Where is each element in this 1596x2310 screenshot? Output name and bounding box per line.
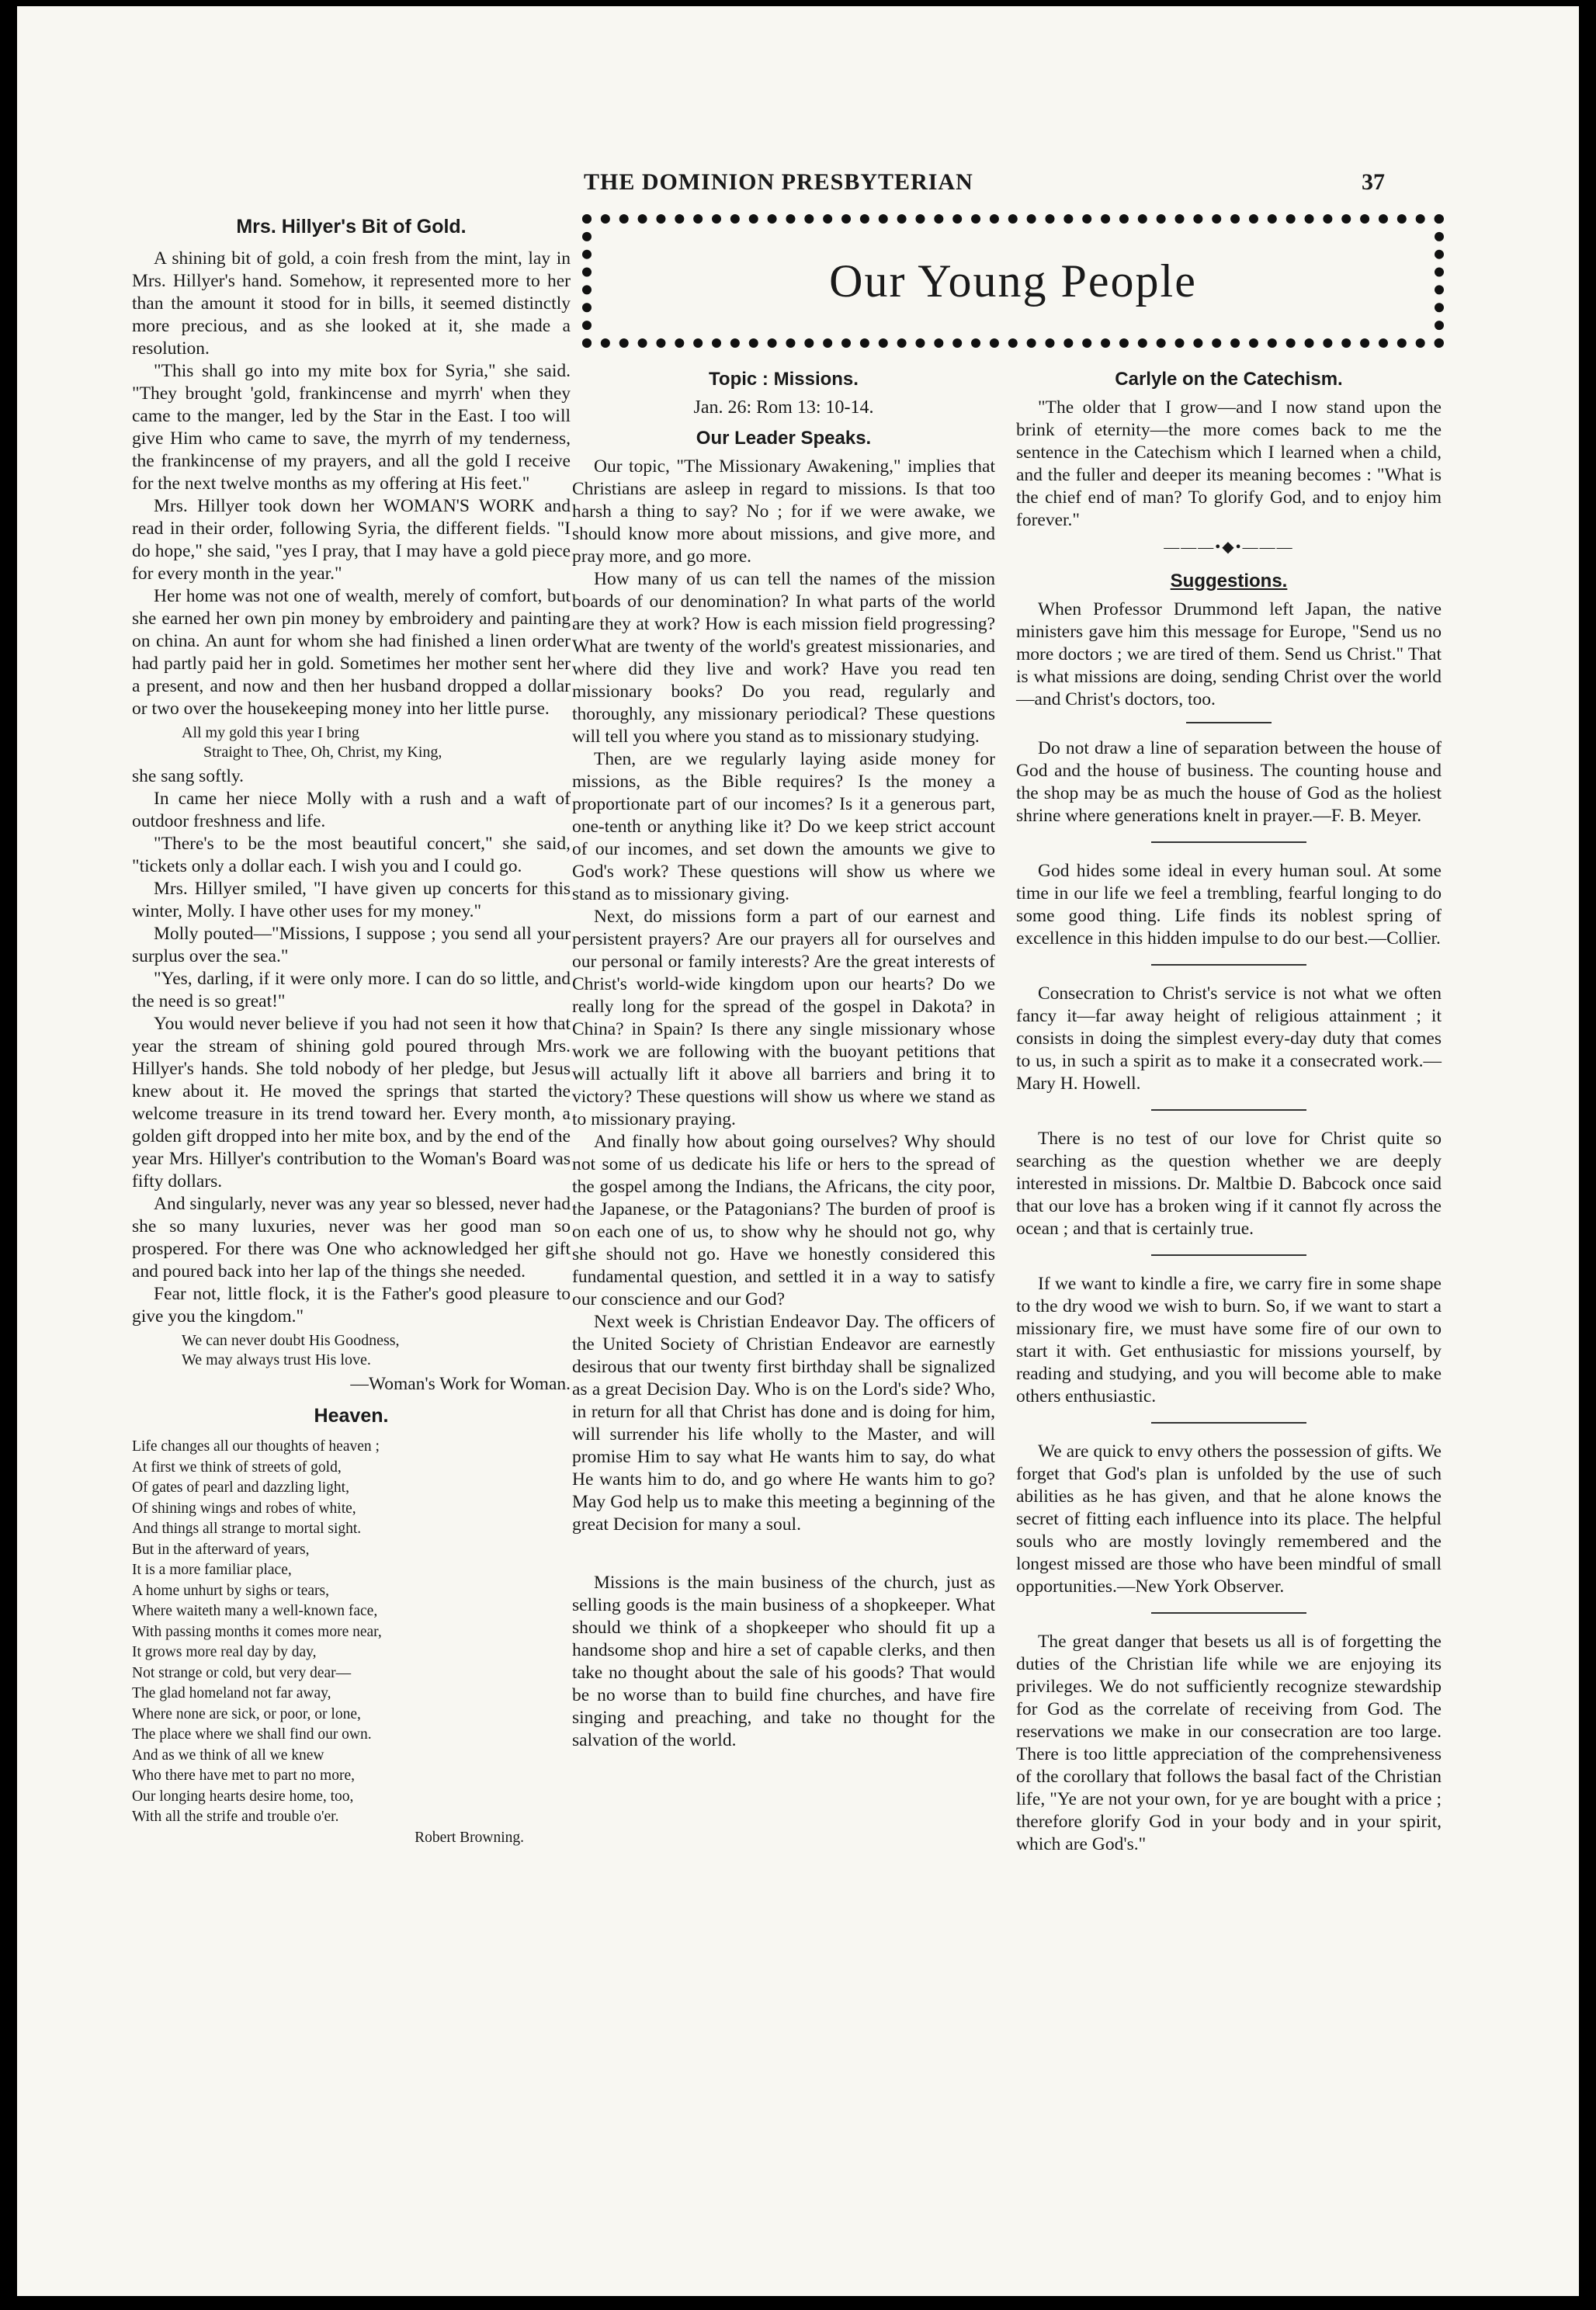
poem-line: And as we think of all we knew: [132, 1746, 324, 1764]
verse-line: Straight to Thee, Oh, Christ, my King,: [203, 744, 442, 761]
paragraph: How many of us can tell the names of the mission boards of our denomination? In what parts of the world are they at work? How is each mission field progressing? What are twenty of the world's greatest missionaries, and where did they live and work? Have you read ten missionary books? Do you read, regularly and thoroughly, any missionary periodical? These questions will tell you where you stand as to missionary studying.: [572, 569, 995, 747]
divider: [1151, 1422, 1306, 1424]
poem-line: Of shining wings and robes of white,: [132, 1500, 356, 1517]
article-title: Carlyle on the Catechism.: [1115, 369, 1343, 390]
paragraph: "There's to be the most beautiful concert," she said, "tickets only a dollar each. I wish you and I could go.: [132, 834, 571, 876]
paragraph: If we want to kindle a fire, we carry fire in some shape to the dry wood we wish to burn. So, if we want to start a missionary fire, we must have some fire of our own to start it with. Get enthusiastic for missions yourself, by reading and studying, and you will become able to make others enthusiastic.: [1016, 1274, 1442, 1406]
poem-line: Life changes all our thoughts of heaven ;: [132, 1438, 380, 1455]
paragraph: There is no test of our love for Christ quite so searching as the question whether we are deeply interested in missions. Dr. Maltbie D. Babcock once said that our love has a broken wing if it cannot fly across the ocean ; and that is certainly true.: [1016, 1129, 1442, 1239]
poem-line: Of gates of pearl and dazzling light,: [132, 1479, 349, 1496]
divider: [1151, 841, 1306, 843]
paragraph: Molly pouted—"Missions, I suppose ; you send all your surplus over the sea.": [132, 924, 571, 966]
divider: [1151, 1254, 1306, 1256]
verse-line: All my gold this year I bring: [182, 724, 359, 741]
paragraph: Fear not, little flock, it is the Father's good pleasure to give you the kingdom.": [132, 1284, 571, 1327]
divider: [1151, 1612, 1306, 1614]
column-left: [132, 216, 571, 1848]
paragraph: Missions is the main business of the church, just as selling goods is the main business of a shopkeeper. What should we think of a shopkeeper who should fit up a handsome shop and hire a set of capable clerks, and then take no thought about the sale of his goods? That would be no worse than to build fine churches, and have fire singing and preaching, and take no thought for the salvation of the world.: [572, 1573, 995, 1750]
paragraph: We are quick to envy others the possession of gifts. We forget that God's plan is unfolded by the use of such abilities as he has given, and that he alone knows the secret of fitting each influence into its place. The helpful souls who are mostly lovingly remembered and the longest missed are those who have been mindful of small opportunities.—New York Observer.: [1016, 1441, 1442, 1597]
section-subtitle: Suggestions.: [1170, 571, 1288, 591]
paragraph: Consecration to Christ's service is not what we often fancy it—far away height of religious attainment ; it consists in doing the simplest every-day duty that comes to us, in such a spirit as to make it a consecrated work.—Mary H. Howell.: [1016, 983, 1442, 1094]
paragraph: Next, do missions form a part of our earnest and persistent prayers? Are our prayers all for ourselves and our personal or family interests? Are the great interests of Christ's world-wide kingdom upon our hearts? Do we really long for the spread of the gospel in Dakota? in China? in Spain? Is there any single missionary whose work we are following with the buoyant petitions that will actually lift it above all barriers and bring it to victory? These questions will show us where we stand as to missionary praying.: [572, 907, 995, 1129]
paragraph: Mrs. Hillyer smiled, "I have given up concerts for this winter, Molly. I have other uses for my money.": [132, 879, 571, 921]
paragraph: "The older that I grow—and I now stand upon the brink of eternity—the more comes back to me the sentence in the Catechism which I learned when a child, and the fuller and deeper its meaning becomes : "What is the chief end of man? To glorify God, and to enjoy him forever.": [1016, 397, 1442, 530]
poem-attribution: Robert Browning.: [415, 1829, 524, 1846]
paragraph: Next week is Christian Endeavor Day. The officers of the United Society of Christian Endeavor are earnestly desirous that our twenty first birthday shall be signalized as a great Decision Day. Who is on the Lord's side? Who, in return for all that Christ has done and is doing for him, will surrender his life wholly to the Master, and will promise Him to say what He wants him to say, do what He wants him to do, and go where He wants him to go? May God help us to make this meeting a beginning of the great Decision for many a soul.: [572, 1312, 995, 1535]
paragraph: And finally how about going ourselves? Why should not some of us dedicate his life or hers to the spread of the gospel among the Indians, the Africans, the city poor, the Japanese, or the Patagonians? The burden of proof is on each one of us, to show why he should not go, why she should not go. Have we honestly considered this fundamental question, and settled it in a way to satisfy our conscience and our God?: [572, 1132, 995, 1309]
section-banner: [582, 214, 1444, 348]
attribution: —Woman's Work for Woman.: [350, 1374, 571, 1394]
poem-line: With all the strife and trouble o'er.: [132, 1809, 339, 1825]
publication-title: THE DOMINION PRESBYTERIAN: [584, 169, 973, 195]
poem-line: It grows more real day by day,: [132, 1644, 317, 1660]
poem-line: Where none are sick, or poor, or lone,: [132, 1705, 361, 1722]
divider: [1151, 964, 1306, 966]
poem-line: With passing months it comes more near,: [132, 1623, 382, 1640]
paragraph: You would never believe if you had not seen it how that year the stream of shining gold poured through Mrs. Hillyer's hands. She told nobody of her pledge, but Jesus knew about it. He moved the springs that started the welcome treasure in its trend toward her. Every month, a golden gift dropped into her mite box, and by the end of the year Mrs. Hillyer's contribution to the Woman's Board was fifty dollars.: [132, 1014, 571, 1191]
poem-line: Who there have met to part no more,: [132, 1767, 355, 1784]
article-title: Mrs. Hillyer's Bit of Gold.: [236, 216, 467, 238]
spacer: [572, 1536, 995, 1572]
divider: [1186, 722, 1272, 723]
poem-line: At first we think of streets of gold,: [132, 1458, 342, 1476]
poem-line: Where waiteth many a well-known face,: [132, 1603, 378, 1619]
section-title: Our Young People: [829, 255, 1197, 307]
paragraph: "This shall go into my mite box for Syria," she said. "They brought 'gold, frankincense and myrrh' when they came to the manger, led by the Star in the East. I too will give Him who came to save, the myrrh of my tenderness, the frankincense of my prayers, and all the gold I receive for the next twelve months as my offering at His feet.": [132, 361, 571, 494]
poem-line: The place where we shall find our own.: [132, 1726, 372, 1743]
paragraph: Our topic, "The Missionary Awakening," implies that Christians are asleep in regard to missions. Is that too harsh a thing to say? No ; for if we were awake, we should know more about missions, and give more, and pray more, and go more.: [572, 456, 995, 567]
paragraph: A shining bit of gold, a coin fresh from the mint, lay in Mrs. Hillyer's hand. Somehow, it represented more to her than the amount it stood for in bills, it seemed distinctly more precious, and as she looked at it, she made a resolution.: [132, 248, 571, 359]
poem-line: Our longing hearts desire home, too,: [132, 1788, 354, 1805]
poem-line: A home unhurt by sighs or tears,: [132, 1582, 330, 1599]
poem-line: Not strange or cold, but very dear—: [132, 1664, 352, 1681]
paragraph: Then, are we regularly laying aside money for missions, as the Bible requires? Is the money a proportionate part of our incomes? Is it a generous part, one-tenth or anything like it? Do we keep strict account of our incomes, and set down the amounts we give to God's work? These questions will show us where we stand as to missionary giving.: [572, 749, 995, 904]
paragraph: And singularly, never was any year so blessed, never had she so many luxuries, never was her good man so prospered. For there was One who acknowledged her gift and poured back into her lap of the things she needed.: [132, 1194, 571, 1282]
paragraph: she sang softly.: [132, 766, 245, 786]
paragraph: Mrs. Hillyer took down her WOMAN'S WORK and read in their order, following Syria, the different fields. "I do hope," she said, "yes I pray, that I may have a gold piece for every month in the year.": [132, 496, 571, 584]
paragraph: In came her niece Molly with a rush and a waft of outdoor freshness and life.: [132, 789, 571, 831]
divider: [1151, 1109, 1306, 1111]
paragraph: Do not draw a line of separation between the house of God and the house of business. The counting house and the shop may be as much the house of God as the holiest shrine where generations knelt in prayer.—F. B. Meyer.: [1016, 738, 1442, 826]
article-subtitle: Our Leader Speaks.: [696, 428, 872, 449]
ornament-divider: ———•◆•———: [1164, 539, 1294, 556]
paragraph: God hides some ideal in every human soul. At some time in our life we feel a trembling, fearful longing to do some good thing. Life finds its noblest spring of excellence in this hidden impulse to do our best.—Collier.: [1016, 861, 1442, 949]
paragraph: When Professor Drummond left Japan, the native ministers gave him this message for Europe, "Send us no more doctors ; we are tired of them. Send us Christ." That is what missions are doing, sending Christ over the world—and Christ's doctors, too.: [1016, 599, 1442, 709]
verse: [182, 1331, 571, 1370]
paragraph: The great danger that besets us all is of forgetting the duties of the Christian life while we are enjoying its privileges. We do not sufficiently recognize stewardship for God as the correlate of receiving from God. The reservations we make in our consecration are too large. There is too little appreciation of the comprehensiveness of the corollary that follows the basal fact of the Christian life, "Ye are not your own, for ye are bought with a price ; therefore glorify God in your body and in your spirit, which are God's.": [1016, 1632, 1442, 1854]
paragraph: "Yes, darling, if it were only more. I can do so little, and the need is so great!": [132, 969, 571, 1011]
poem-line: And things all strange to mortal sight.: [132, 1521, 362, 1537]
column-right: [1016, 365, 1442, 1856]
poem-line: The glad homeland not far away,: [132, 1685, 331, 1701]
verse-line: We may always trust His love.: [182, 1351, 371, 1368]
poem-title: Heaven.: [314, 1405, 389, 1427]
topic-heading: Topic : Missions.: [709, 369, 859, 390]
poem: [132, 1437, 571, 1848]
newspaper-page: [17, 6, 1579, 2296]
verse: [182, 723, 571, 762]
scripture-reference: Jan. 26: Rom 13: 10-14.: [693, 397, 874, 418]
poem-line: But in the afterward of years,: [132, 1541, 310, 1558]
paragraph: Her home was not one of wealth, merely of comfort, but she earned her own pin money by embroidery and painting on china. An aunt for whom she had finished a linen order had partly paid her in gold. Sometimes her mother sent her a present, and now and then her husband dropped a dollar or two over the housekeeping money into her little purse.: [132, 586, 571, 719]
poem-line: It is a more familiar place,: [132, 1562, 292, 1578]
verse-line: We can never doubt His Goodness,: [182, 1332, 400, 1349]
column-middle: [572, 365, 995, 1752]
page-number: 37: [1362, 169, 1385, 195]
page-header: [17, 169, 1579, 200]
